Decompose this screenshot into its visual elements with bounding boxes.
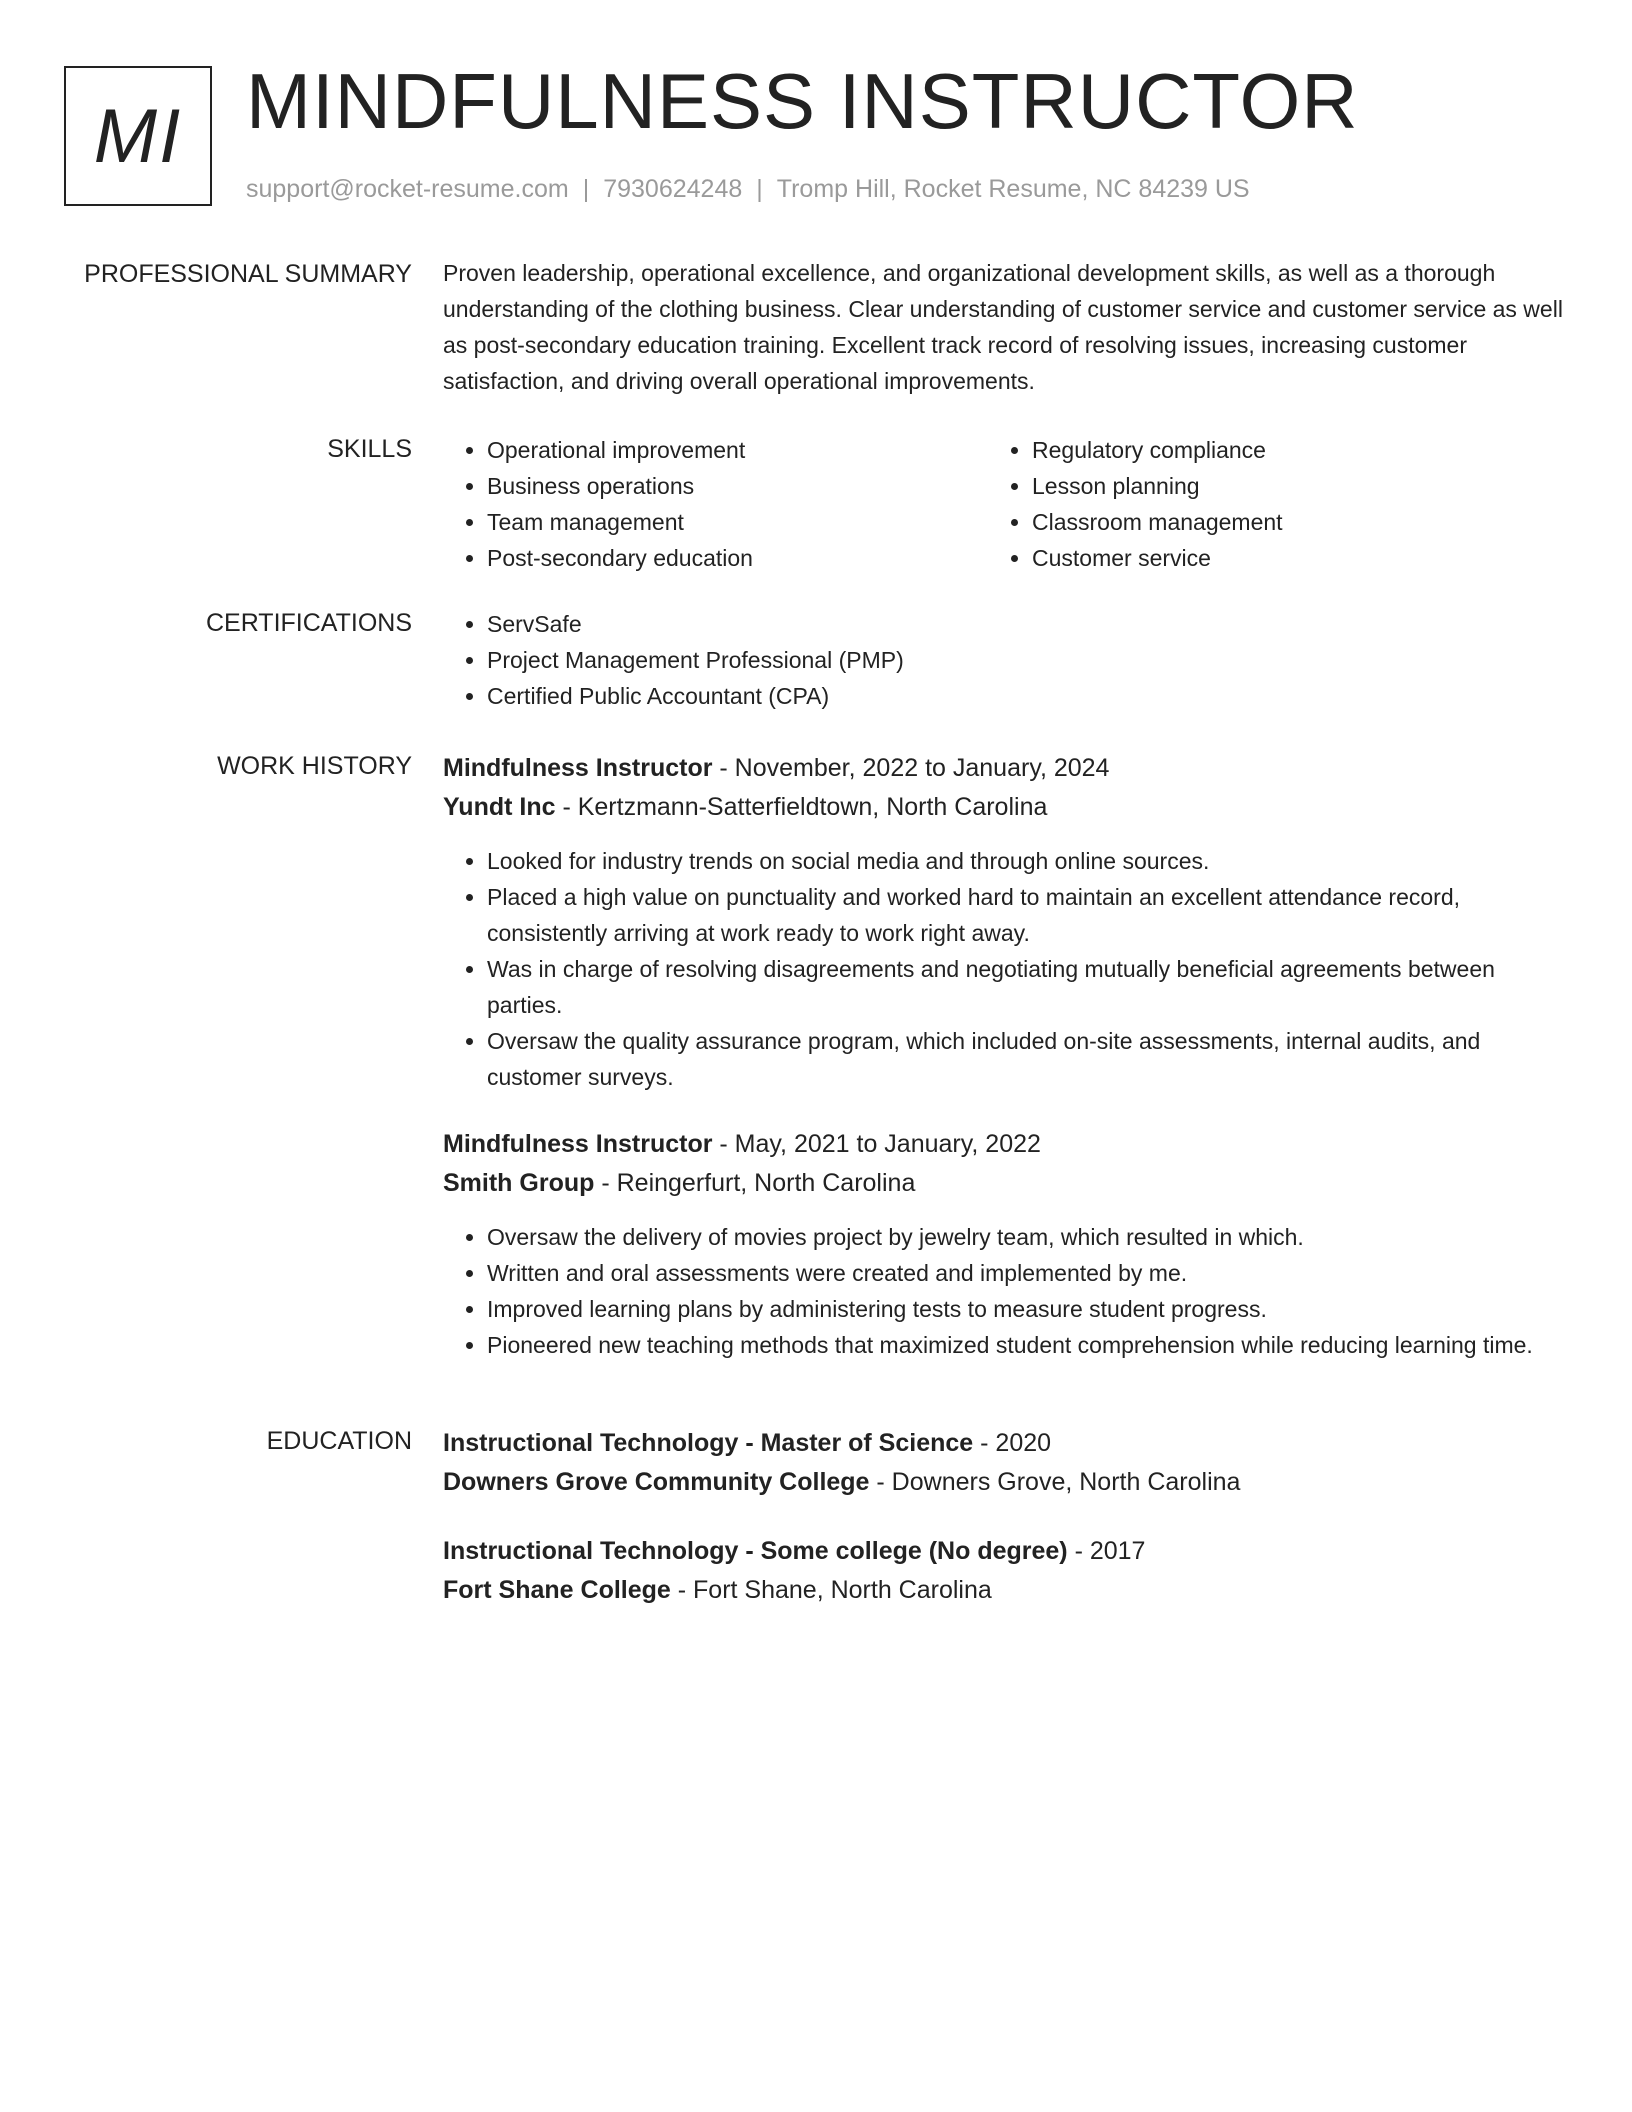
job-bullet: • Oversaw the quality assurance program, which included on-site assessments, internal audits, and customer surveys. <box>487 1023 1563 1095</box>
education-school: Fort Shane College <box>443 1576 671 1604</box>
work-history-label: WORK HISTORY <box>217 752 412 780</box>
job-bullet: • Looked for industry trends on social media and through online sources. <box>487 843 1563 879</box>
job-bullet: • Written and oral assessments were created and implemented by me. <box>487 1255 1563 1291</box>
skill-item: • Operational improvement <box>487 432 988 468</box>
skill-item: • Lesson planning <box>1032 468 1533 504</box>
education-entry <box>443 1424 1563 1502</box>
job-entry <box>443 1125 1563 1363</box>
skills-label: SKILLS <box>327 435 412 463</box>
skill-item: • Customer service <box>1032 540 1533 576</box>
contact-address: Tromp Hill, Rocket Resume, NC 84239 US <box>776 175 1250 203</box>
education-degree-line <box>443 1532 1563 1571</box>
skill-item: • Regulatory compliance <box>1032 432 1533 468</box>
skill-item: • Team management <box>487 504 988 540</box>
contact-separator: | <box>756 175 763 203</box>
job-company: Smith Group <box>443 1169 595 1197</box>
job-title: Mindfulness Instructor <box>443 1130 713 1158</box>
education-school-line <box>443 1463 1563 1502</box>
education-year: - 2017 <box>1067 1537 1146 1565</box>
certification-item: • Project Management Professional (PMP) <box>487 642 1563 678</box>
job-dates: - May, 2021 to January, 2022 <box>712 1130 1041 1158</box>
resume-name: MINDFULNESS INSTRUCTOR <box>246 57 1359 145</box>
education-school: Downers Grove Community College <box>443 1468 870 1496</box>
job-bullets <box>443 1219 1563 1363</box>
education-year: - 2020 <box>973 1429 1052 1457</box>
education-location: - Fort Shane, North Carolina <box>670 1576 992 1604</box>
education-location: - Downers Grove, North Carolina <box>869 1468 1241 1496</box>
monogram-badge: MI <box>64 66 212 206</box>
contact-phone: 7930624248 <box>603 175 743 203</box>
contact-email: support@rocket-resume.com <box>246 175 569 203</box>
education-degree-line <box>443 1424 1563 1463</box>
job-title-line <box>443 1125 1563 1164</box>
certification-item: • Certified Public Accountant (CPA) <box>487 678 1563 714</box>
job-location: - Kertzmann-Satterfieldtown, North Carolina <box>555 793 1048 821</box>
education-school-line <box>443 1571 1563 1610</box>
job-bullet: • Placed a high value on punctuality and worked hard to maintain an excellent attendance record, consistently arriving at work ready to work right away. <box>487 879 1563 951</box>
skill-item: • Post-secondary education <box>487 540 988 576</box>
job-bullets <box>443 843 1563 1095</box>
job-company: Yundt Inc <box>443 793 556 821</box>
certification-item: • ServSafe <box>487 606 1563 642</box>
job-company-line <box>443 788 1563 827</box>
job-bullet: • Was in charge of resolving disagreements and negotiating mutually beneficial agreements between parties. <box>487 951 1563 1023</box>
summary-label: PROFESSIONAL SUMMARY <box>84 260 412 288</box>
job-location: - Reingerfurt, North Carolina <box>594 1169 916 1197</box>
job-dates: - November, 2022 to January, 2024 <box>712 754 1110 782</box>
contact-separator: | <box>582 175 590 203</box>
skills-column-right <box>988 432 1533 576</box>
education-degree: Instructional Technology - Some college (No degree) <box>443 1537 1068 1565</box>
contact-line <box>246 172 1250 206</box>
skill-item: • Classroom management <box>1032 504 1533 540</box>
job-bullet: • Improved learning plans by administering tests to measure student progress. <box>487 1291 1563 1327</box>
job-title: Mindfulness Instructor <box>443 754 713 782</box>
education-entry <box>443 1532 1563 1610</box>
education-label: EDUCATION <box>266 1427 412 1455</box>
job-title-line <box>443 749 1563 788</box>
job-entry <box>443 749 1563 1095</box>
job-bullet: • Oversaw the delivery of movies project by jewelry team, which resulted in which. <box>487 1219 1563 1255</box>
education-degree: Instructional Technology - Master of Science <box>443 1429 974 1457</box>
job-bullet: • Pioneered new teaching methods that maximized student comprehension while reducing learning time. <box>487 1327 1563 1363</box>
summary-text: Proven leadership, operational excellence, and organizational development skills, as well as a thorough understanding of the clothing business. Clear understanding of customer service and customer service as well as post-secondary education training. Excellent track record of resolving issues, increasing customer satisfaction, and driving overall operational improvements. <box>443 260 1563 394</box>
skill-item: • Business operations <box>487 468 988 504</box>
certifications-label: CERTIFICATIONS <box>205 609 412 637</box>
job-company-line <box>443 1164 1563 1203</box>
skills-column-left <box>443 432 988 576</box>
